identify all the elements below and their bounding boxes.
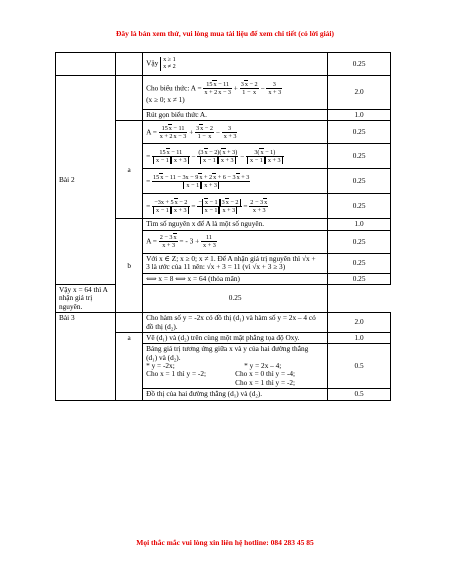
score-cell: 1.0 bbox=[328, 110, 391, 121]
score-cell: 0.25 bbox=[328, 53, 391, 76]
condition-brace: x ≥ 1 x ≠ 2 bbox=[160, 57, 176, 71]
table-row: a Vẽ (d₁) và (d₂) trên cùng một mặt phẳng tọa độ Oxy. 1.0 bbox=[56, 332, 391, 343]
table-row: a A = $\frac{15x - 11}{x + 2x - 3}$ + $\frac{3x - 2}{1 - x}$ − $\frac{3}{x + 3}$ 0.25 bbox=[56, 121, 391, 144]
problem-label: Bài 3 bbox=[56, 313, 116, 401]
table-row: Đồ thị của hai đường thẳng (d₁) và (d₂). 0.5 bbox=[56, 389, 391, 400]
row-text: Vậy bbox=[146, 58, 159, 68]
score-cell: 0.5 bbox=[328, 389, 391, 400]
score-cell: 0.25 bbox=[328, 273, 391, 284]
solution-table bbox=[55, 52, 391, 401]
table-row: Bài 3 Cho hàm số y = -2x có đồ thị (d₁) và hàm số y = 2x – 4 có đồ thị (d₂). 2.0 bbox=[56, 313, 391, 333]
part-label: a bbox=[116, 332, 143, 400]
table-row: = $\frac{15x - 11}{x - 1 x + 3}$ − $\frac{(3x - 2)(x + 3)}{x - 1 x + 3}$ − $\frac{3(x - 1)}{x - 1 x + 3}$ 0.25 bbox=[56, 144, 391, 169]
table-row: Vậy x = 64 thì A nhận giá trị nguyên. 0.25 bbox=[56, 284, 391, 312]
score-cell: 0.25 bbox=[328, 194, 391, 219]
score-cell: 0.25 bbox=[328, 121, 391, 144]
score-cell: 1.0 bbox=[328, 332, 391, 343]
score-cell: 0.5 bbox=[328, 344, 391, 389]
score-cell: 0.25 bbox=[328, 169, 391, 194]
table-row: = $\frac{15x - 11 - 3x - 9x + 2x + 6 - 3x + 3}{x - 1 x + 3}$ 0.25 bbox=[56, 169, 391, 194]
table-row: = $\frac{-3x + 5x - 2}{x - 1 x + 3}$ = $\frac{- x - 1 3x - 2}{x - 1 x + 3}$ = $\frac{2 - 3x}{x + 3}$ 0.25 bbox=[56, 194, 391, 219]
score-cell: 2.0 bbox=[328, 76, 391, 110]
score-cell: 2.0 bbox=[328, 313, 391, 333]
header-notice: Đây là bản xem thử, vui lòng mua tài liệu để xem chi tiết (có lời giải) bbox=[115, 29, 335, 38]
table-row: ⟺ x = 8 ⟺ x = 64 (thỏa mãn) 0.25 bbox=[56, 273, 391, 284]
table-row: Bảng giá trị tương ứng giữa x và y của hai đường thẳng (d₁) và (d₂). * y = -2x; * y = 2x – 4; Cho x = 1 thì y = -2; Cho x = 0 thì y = -4; Cho x = 1 thì y = -2; 0.5 bbox=[56, 344, 391, 389]
part-label: a bbox=[116, 121, 143, 219]
score-cell: 0.25 bbox=[143, 284, 328, 312]
table-row: b Tìm số nguyên x để A là một số nguyên. 1.0 bbox=[56, 219, 391, 230]
score-cell: 0.25 bbox=[328, 253, 391, 273]
table-row bbox=[56, 53, 391, 76]
score-cell: 0.25 bbox=[328, 230, 391, 253]
problem-label: Bài 2 bbox=[56, 76, 116, 285]
part-label: b bbox=[116, 219, 143, 313]
table-row: Bài 2 Cho biểu thức: A = $\frac{15x - 11}{x + 2x - 3}$ + $\frac{3x - 2}{1 - x}$ − $\frac{3}{x + 3}$ (x ≥ 0; x ≠ 1) 2.0 bbox=[56, 76, 391, 110]
table-row: A = $\frac{2 - 3x}{x + 3}$ = - 3 + $\frac{11}{x + 3}$ 0.25 bbox=[56, 230, 391, 253]
score-cell: 1.0 bbox=[328, 219, 391, 230]
table-row: Với x ∈ Z; x ≥ 0; x ≠ 1. Để A nhận giá trị nguyên thì √x + 3 là ước của 11 nên: √x + 3 = 11 (vì √x + 3 ≥ 3) 0.25 bbox=[56, 253, 391, 273]
score-cell: 0.25 bbox=[328, 144, 391, 169]
table-row: Rút gọn biểu thức A. 1.0 bbox=[56, 110, 391, 121]
footer-notice: Mọi thắc mắc vui lòng xin liên hệ hotline: 084 283 45 85 bbox=[136, 538, 314, 547]
